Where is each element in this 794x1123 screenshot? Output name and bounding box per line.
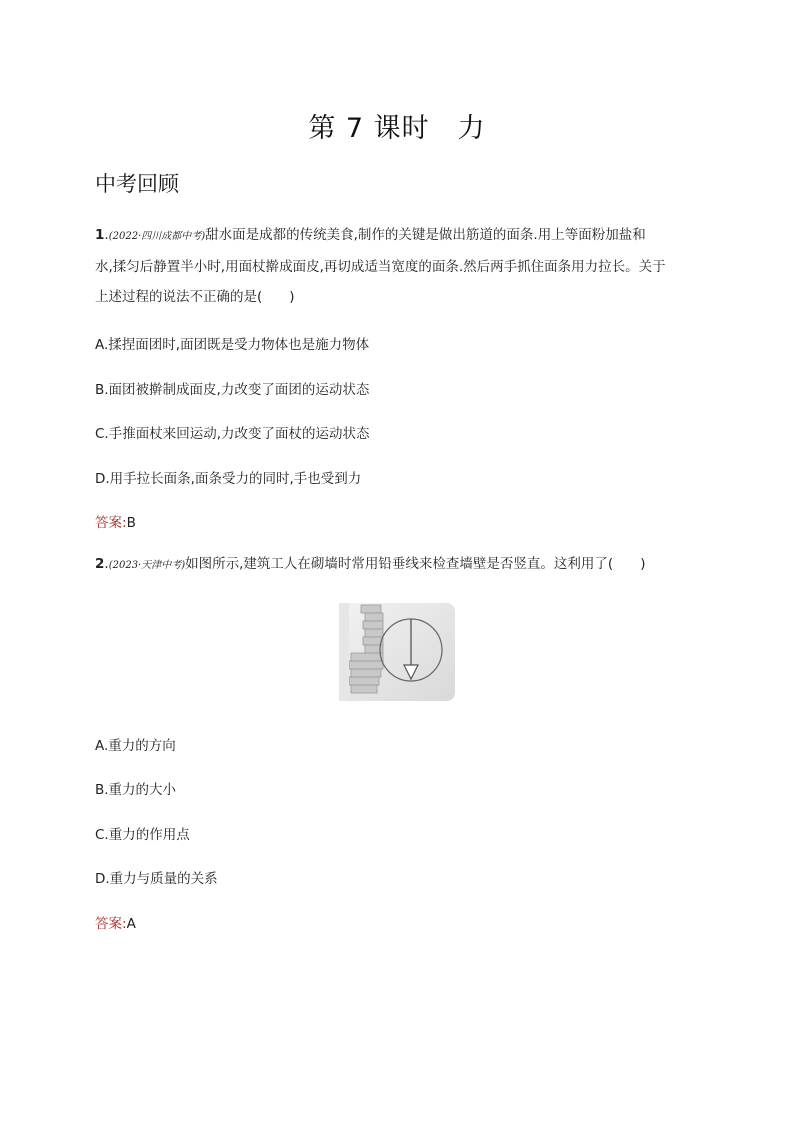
- section-title: 中考回顾: [95, 172, 179, 196]
- stem-line: 上述过程的说法不正确的是( ): [95, 289, 295, 305]
- question-number: 2: [95, 556, 105, 572]
- answer-value: B: [126, 515, 136, 531]
- option-c: C.重力的作用点: [95, 827, 190, 843]
- answer-value: A: [126, 916, 136, 932]
- option-a: A.重力的方向: [95, 738, 176, 754]
- option-d: D.重力与质量的关系: [95, 871, 218, 887]
- question-2-stem: [95, 549, 695, 581]
- stem-line: 甜水面是成都的传统美食,制作的关键是做出筋道的面条.用上等面粉加盐和: [205, 227, 646, 243]
- question-2-line-1: 2.(2023·天津中考)如图所示,建筑工人在砌墙时常用铅垂线来检查墙壁是否竖直。这利用了( ): [95, 556, 646, 572]
- answer-label: 答案:: [95, 916, 127, 932]
- question-1-stem: [95, 220, 695, 312]
- question-number: 1: [95, 227, 105, 243]
- answer-2: [95, 912, 136, 932]
- question-source: (2023·天津中考): [108, 560, 186, 571]
- page-title: 第 7 课时 力: [308, 113, 486, 144]
- answer-label: 答案:: [95, 515, 127, 531]
- stem-line: 如图所示,建筑工人在砌墙时常用铅垂线来检查墙壁是否竖直。这利用了( ): [185, 556, 646, 572]
- answer-1: [95, 511, 136, 531]
- option-c: C.手推面杖来回运动,力改变了面杖的运动状态: [95, 426, 370, 442]
- stem-line: 水,揉匀后静置半小时,用面杖擀成面皮,再切成适当宽度的面条.然后两手抓住面条用力拉长。关于: [95, 259, 666, 275]
- plumb-line-figure: [339, 603, 455, 701]
- question-source: (2022·四川成都中考): [108, 231, 206, 242]
- option-b: B.重力的大小: [95, 782, 177, 798]
- option-b: B.面团被擀制成面皮,力改变了面团的运动状态: [95, 382, 370, 398]
- question-1-line-1: 1.(2022·四川成都中考)甜水面是成都的传统美食,制作的关键是做出筋道的面条.用上等面粉加盐和: [95, 227, 646, 243]
- option-a: A.揉捏面团时,面团既是受力物体也是施力物体: [95, 337, 370, 353]
- option-d: D.用手拉长面条,面条受力的同时,手也受到力: [95, 471, 362, 487]
